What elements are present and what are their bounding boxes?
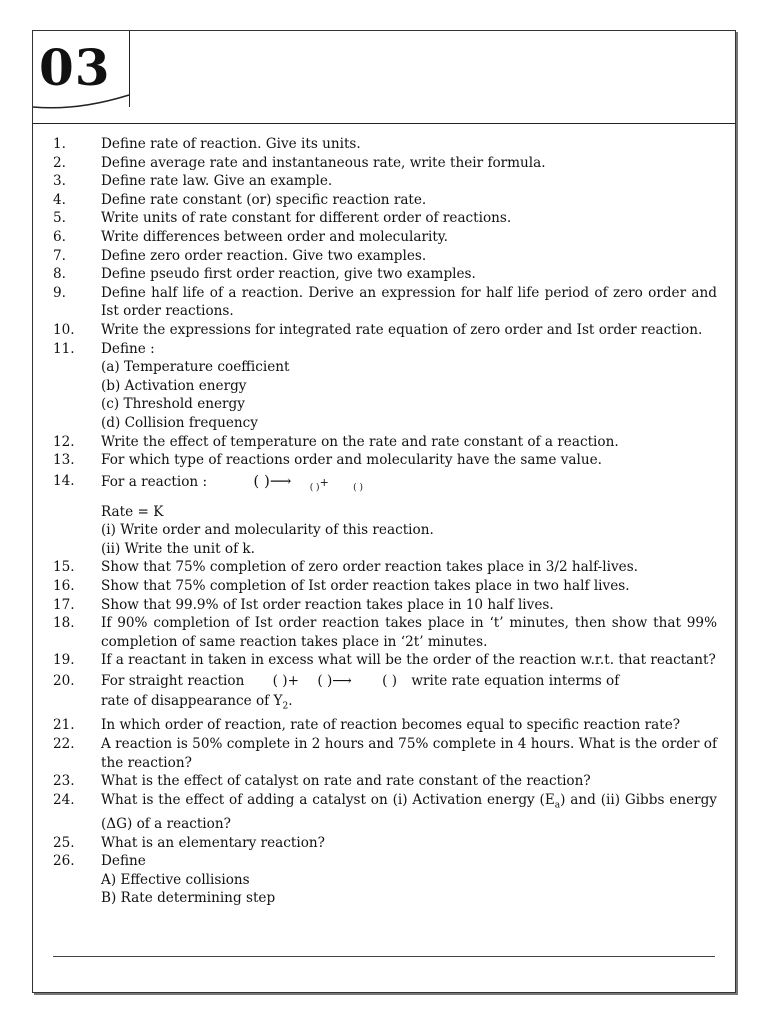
question-number: 1. xyxy=(53,136,66,152)
question-text: write rate equation interms of xyxy=(411,673,620,690)
question-item xyxy=(53,716,717,735)
question-text: Define xyxy=(101,853,146,870)
question-item xyxy=(53,596,717,615)
sub-item: (c) Threshold energy xyxy=(101,396,245,413)
question-item xyxy=(53,558,717,577)
formula-blank: ( )+ xyxy=(272,673,299,690)
question-number: 12. xyxy=(53,433,75,450)
sub-item: (a) Temperature coefficient xyxy=(101,359,290,376)
reaction-arrow: ⟶ xyxy=(269,471,292,490)
question-item xyxy=(53,209,717,228)
plus-sign: + xyxy=(319,475,329,489)
question-text: If 90% completion of Ist order reaction takes place in ‘t’ minutes, then show that 99% completion of same reaction takes place in ‘2t’ minutes. xyxy=(101,615,717,650)
sub-item: (b) Activation energy xyxy=(101,377,247,394)
question-text: Show that 75% completion of Ist order reaction takes place in two half lives. xyxy=(101,578,630,595)
question-item xyxy=(53,284,717,321)
curled-tab-edge xyxy=(33,93,130,109)
question-number: 6. xyxy=(53,228,66,245)
question-number: 18. xyxy=(53,615,75,632)
question-number: 3. xyxy=(53,173,66,190)
question-number: 11. xyxy=(53,340,75,357)
question-item xyxy=(53,433,717,452)
question-text: Define rate of reaction. Give its units. xyxy=(101,136,361,152)
question-item xyxy=(53,852,717,871)
formula-blank: ( )⟶ xyxy=(317,673,352,690)
question-item xyxy=(53,135,717,154)
question-text: Show that 99.9% of Ist order reaction takes place in 10 half lives. xyxy=(101,596,554,613)
worksheet-page xyxy=(32,30,736,993)
question-item xyxy=(53,321,717,340)
question-number: 5. xyxy=(53,210,66,227)
question-text: Write the effect of temperature on the rate and rate constant of a reaction. xyxy=(101,433,619,450)
sub-item: B) Rate determining step xyxy=(101,890,276,907)
question-text: Define rate constant (or) specific reaction rate. xyxy=(101,191,427,208)
question-item xyxy=(53,791,717,834)
question-number: 16. xyxy=(53,578,75,595)
question-number: 4. xyxy=(53,191,66,208)
question-item xyxy=(53,772,717,791)
question-item xyxy=(53,340,717,359)
sub-item: A) Effective collisions xyxy=(101,871,250,888)
question-list xyxy=(53,135,717,908)
question-number: 14. xyxy=(53,472,75,489)
question-number: 8. xyxy=(53,266,66,283)
question-number: 15. xyxy=(53,559,75,576)
question-item xyxy=(53,265,717,284)
question-number: 2. xyxy=(53,154,66,171)
question-number: 24. xyxy=(53,791,75,808)
question-item xyxy=(53,451,717,470)
question-number: 20. xyxy=(53,673,75,690)
question-text: What is the effect of adding a catalyst on (i) Activation energy $(E_a)$ and (ii) Gibbs energy (ΔG) of a reaction? xyxy=(101,791,717,833)
question-text: For straight reaction xyxy=(101,673,245,690)
question-item xyxy=(53,670,717,692)
question-item xyxy=(53,834,717,853)
question-number: 21. xyxy=(53,717,75,734)
question-text: For which type of reactions order and molecularity have the same value. xyxy=(101,452,602,469)
question-item xyxy=(53,614,717,651)
question-text: Write units of rate constant for different order of reactions. xyxy=(101,210,512,227)
question-number: 25. xyxy=(53,834,75,851)
question-number: 23. xyxy=(53,773,75,790)
chapter-number: 03 xyxy=(39,38,111,97)
question-text: In which order of reaction, rate of reaction becomes equal to specific reaction rate? xyxy=(101,717,681,734)
question-text: For a reaction : xyxy=(101,473,208,490)
question-number: 10. xyxy=(53,321,75,338)
question-number: 17. xyxy=(53,596,75,613)
question-item xyxy=(53,172,717,191)
question-item xyxy=(53,577,717,596)
question-item xyxy=(53,191,717,210)
sub-item: (i) Write order and molecularity of this reaction. xyxy=(101,522,434,539)
question-text: Define : xyxy=(101,340,155,357)
question-text: Show that 75% completion of zero order reaction takes place in 3/2 half-lives. xyxy=(101,559,638,576)
question-text: Write differences between order and molecularity. xyxy=(101,228,448,245)
question-text: Define average rate and instantaneous rate, write their formula. xyxy=(101,154,546,171)
question-text: Define half life of a reaction. Derive an expression for half life period of zero order and Ist order reactions. xyxy=(101,284,717,320)
question-text: A reaction is 50% complete in 2 hours and 75% complete in 4 hours. What is the order of the reaction? xyxy=(101,735,717,771)
sub-item: (ii) Write the unit of k. xyxy=(101,540,255,557)
question-number: 22. xyxy=(53,735,75,752)
question-item xyxy=(53,154,717,173)
formula-blank: ( ) xyxy=(353,482,364,493)
question-number: 13. xyxy=(53,452,75,469)
question-number: 9. xyxy=(53,284,66,301)
question-text: What is an elementary reaction? xyxy=(101,834,325,851)
question-number: 7. xyxy=(53,247,66,264)
question-text-continued: rate of disappearance of $Y_2$. xyxy=(101,693,293,712)
question-text: Define zero order reaction. Give two examples. xyxy=(101,247,427,264)
chapter-number-tab xyxy=(33,31,130,107)
formula-blank: ( ) xyxy=(253,471,270,490)
sub-item: (d) Collision frequency xyxy=(101,414,258,431)
question-item xyxy=(53,228,717,247)
reaction-formula xyxy=(253,470,363,499)
page-header xyxy=(33,31,735,124)
question-text: Define pseudo first order reaction, give two examples. xyxy=(101,266,476,283)
sub-item: Rate = K xyxy=(101,503,164,520)
question-item xyxy=(53,247,717,266)
question-text: Define rate law. Give an example. xyxy=(101,173,333,190)
question-text: If a reactant in taken in excess what will be the order of the reaction w.r.t. that reactant? xyxy=(101,652,716,669)
question-item xyxy=(53,651,717,670)
question-text: What is the effect of catalyst on rate and rate constant of the reaction? xyxy=(101,773,591,790)
question-item xyxy=(53,735,717,772)
question-item xyxy=(53,470,717,499)
formula-blank: ( ) xyxy=(382,673,398,690)
question-text: Write the expressions for integrated rate equation of zero order and Ist order reaction. xyxy=(101,321,703,338)
question-number: 19. xyxy=(53,652,75,669)
question-number: 26. xyxy=(53,853,75,870)
bottom-rule xyxy=(53,956,715,957)
formula-blank: ( ) xyxy=(309,482,320,493)
